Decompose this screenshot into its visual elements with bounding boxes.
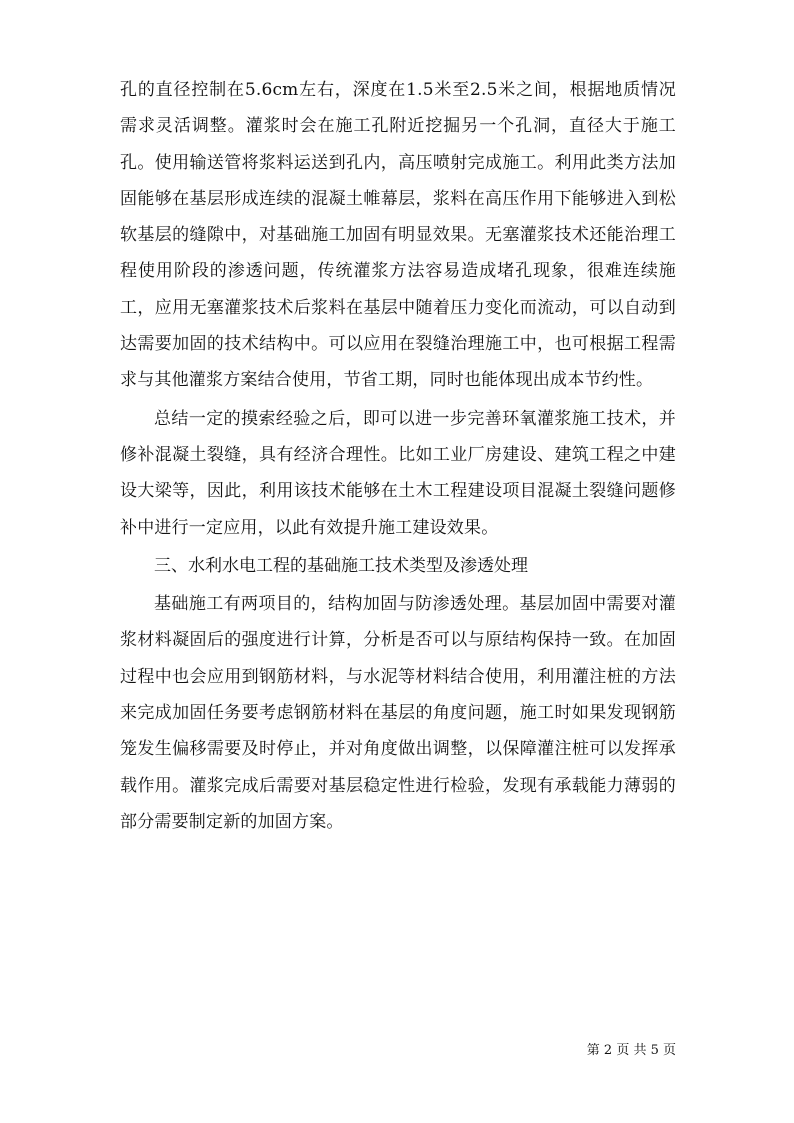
page-number-footer: 第 2 页 共 5 页 [586, 1043, 676, 1058]
document-body [120, 72, 676, 842]
section-heading-three: 三、水利水电工程的基础施工技术类型及渗透处理 [154, 555, 528, 576]
paragraph-foundation-construction: 基础施工有两项目的，结构加固与防渗透处理。基层加固中需要对灌浆材料凝固后的强度进行计算，分析是否可以与原结构保持一致。在加固过程中也会应用到钢筋材料，与水泥等材料结合使用，利用灌注桩的方法来完成加固任务要考虑钢筋材料在基层的角度问题，施工时如果发现钢筋笼发生偏移需要及时停止，并对角度做出调整，以保障灌注桩可以发挥承载作用。灌浆完成后需要对基层稳定性进行检验，发现有承载能力薄弱的部分需要制定新的加固方案。 [120, 594, 676, 832]
paragraph-continuation: 孔的直径控制在5.6cm左右，深度在1.5米至2.5米之间，根据地质情况需求灵活调整。灌浆时会在施工孔附近挖掘另一个孔洞，直径大于施工孔。使用输送管将浆料运送到孔内，高压喷射完成施工。利用此类方法加固能够在基层形成连续的混凝土帷幕层，浆料在高压作用下能够进入到松软基层的缝隙中，对基础施工加固有明显效果。无塞灌浆技术还能治理工程使用阶段的渗透问题，传统灌浆方法容易造成堵孔现象，很难连续施工，应用无塞灌浆技术后浆料在基层中随着压力变化而流动，可以自动到达需要加固的技术结构中。可以应用在裂缝治理施工中，也可根据工程需求与其他灌浆方案结合使用，节省工期，同时也能体现出成本节约性。 [120, 80, 676, 391]
paragraph-epoxy-grouting: 总结一定的摸索经验之后，即可以进一步完善环氧灌浆施工技术，并修补混凝土裂缝，具有经济合理性。比如工业厂房建设、建筑工程之中建设大梁等，因此，利用该技术能够在土木工程建设项目混凝土裂缝问题修补中进行一定应用，以此有效提升施工建设效果。 [120, 408, 676, 538]
